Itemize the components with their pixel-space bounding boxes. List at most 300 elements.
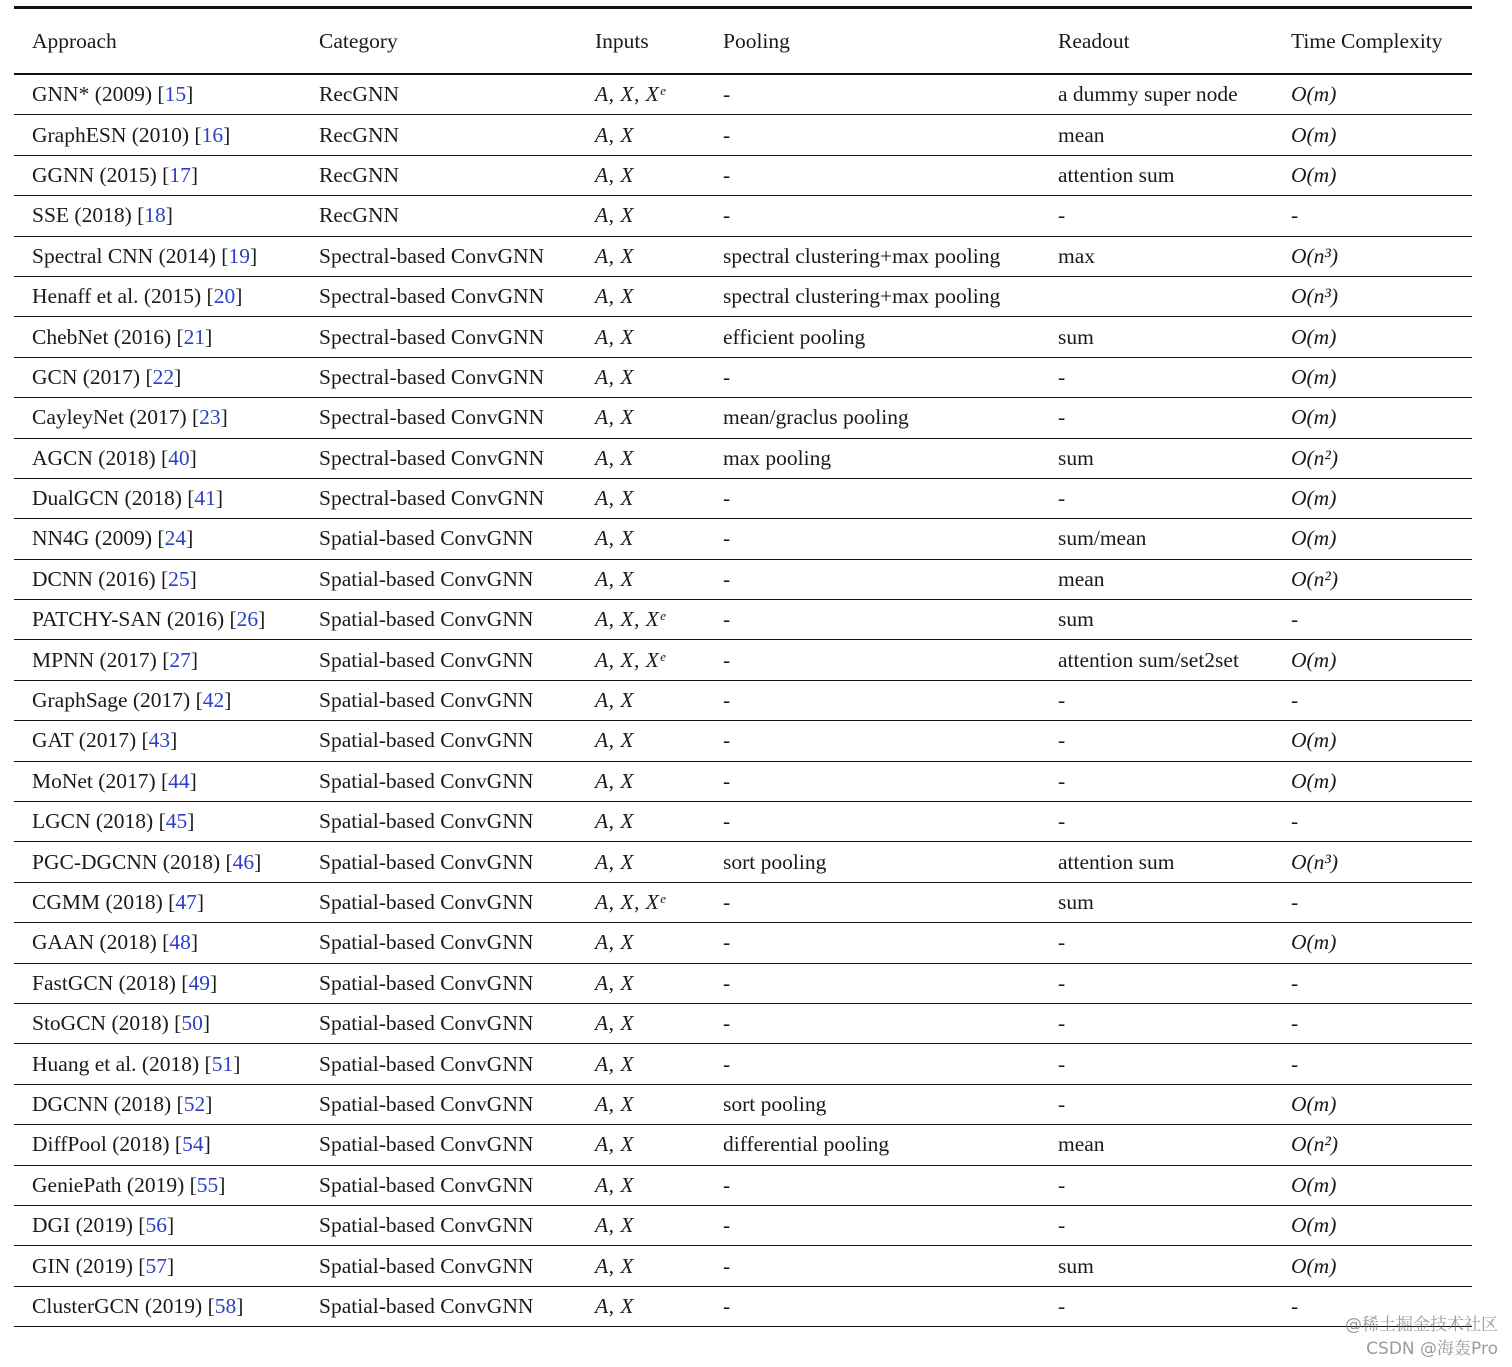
cell-inputs: A, X — [595, 162, 635, 187]
approach-name: GeniePath (2019) [ — [32, 1172, 197, 1197]
citation-link[interactable]: 20 — [213, 284, 236, 309]
citation-bracket: ] — [202, 1011, 210, 1036]
cell-approach — [14, 196, 301, 236]
table-row — [14, 1084, 1472, 1124]
cell-approach — [14, 115, 301, 155]
cell-readout: mean — [1058, 1132, 1105, 1157]
cell-inputs: A, X — [595, 1213, 635, 1238]
approach-name: GIN (2019) [ — [32, 1253, 146, 1278]
cell-inputs: A, X — [595, 1051, 635, 1076]
cell-approach — [14, 923, 301, 963]
citation-bracket: ] — [196, 890, 205, 914]
cell-approach — [14, 1003, 301, 1043]
table-row — [14, 963, 1472, 1003]
table-row — [14, 761, 1472, 801]
table-row — [14, 1286, 1472, 1326]
citation-link[interactable]: 27 — [169, 647, 191, 672]
citation-link[interactable]: 56 — [145, 1213, 167, 1238]
table-header-row — [14, 8, 1472, 75]
cell-approach — [14, 680, 301, 720]
cell-readout: sum — [1058, 1253, 1094, 1278]
cell-category: RecGNN — [319, 82, 400, 107]
table-row — [14, 236, 1472, 276]
cell-approach — [14, 155, 301, 195]
citation-link[interactable]: 17 — [169, 162, 191, 187]
cell-pooling: - — [723, 970, 731, 995]
cell-inputs: A, X — [595, 970, 635, 995]
table-row — [14, 1125, 1472, 1165]
approach-name: CayleyNet (2017) [ — [32, 405, 200, 430]
citation-bracket: ] — [203, 1132, 211, 1157]
cell-inputs: A, X — [595, 768, 635, 793]
approach-name: GAAN (2018) [ — [32, 930, 170, 955]
approach-name: Huang et al. (2018) [ — [32, 1051, 212, 1076]
cell-inputs: A, X — [595, 405, 635, 430]
citation-bracket: ] — [189, 445, 197, 470]
citation-link[interactable]: 15 — [164, 82, 187, 107]
cell-category: RecGNN — [319, 203, 400, 228]
citation-bracket: ] — [236, 1293, 244, 1318]
cell-inputs: A, X, Xᵉ — [595, 890, 666, 914]
table-row — [14, 74, 1472, 115]
approach-name: DCNN (2016) [ — [32, 566, 169, 591]
approach-name: AGCN (2018) [ — [32, 445, 169, 470]
cell-approach — [14, 276, 301, 316]
cell-time-complexity: O(n²) — [1291, 1132, 1339, 1157]
table-row — [14, 1246, 1472, 1286]
cell-category: Spatial-based ConvGNN — [319, 1293, 534, 1318]
cell-approach — [14, 559, 301, 599]
cell-category: Spectral-based ConvGNN — [319, 284, 545, 309]
cell-category: Spatial-based ConvGNN — [319, 768, 534, 793]
cell-category: Spectral-based ConvGNN — [319, 445, 545, 470]
cell-pooling: spectral clustering+max pooling — [723, 284, 1001, 309]
table-row — [14, 600, 1472, 640]
citation-bracket: ] — [205, 324, 213, 349]
table-row — [14, 802, 1472, 842]
cell-pooling: - — [723, 688, 731, 713]
cell-inputs: A, X — [595, 284, 635, 309]
approach-name: FastGCN (2018) [ — [32, 970, 189, 995]
cell-approach — [14, 236, 301, 276]
citation-link[interactable]: 26 — [236, 607, 259, 632]
citation-link[interactable]: 22 — [152, 364, 175, 389]
table-body — [14, 74, 1472, 1327]
citation-bracket: ] — [233, 1051, 241, 1076]
cell-category: Spectral-based ConvGNN — [319, 324, 545, 349]
cell-category: Spatial-based ConvGNN — [319, 1051, 534, 1076]
cell-inputs: A, X — [595, 1011, 635, 1036]
cell-readout: - — [1058, 970, 1066, 995]
cell-pooling: - — [723, 203, 731, 228]
cell-inputs: A, X, Xᵉ — [595, 647, 666, 672]
watermark — [1345, 1313, 1498, 1361]
citation-link[interactable]: 57 — [145, 1253, 167, 1278]
table-row — [14, 680, 1472, 720]
citation-link[interactable]: 55 — [196, 1172, 219, 1197]
cell-time-complexity: - — [1291, 1051, 1299, 1076]
cell-time-complexity: O(n²) — [1291, 445, 1339, 470]
citation-link[interactable]: 23 — [199, 405, 221, 430]
cell-pooling: - — [723, 930, 731, 955]
cell-inputs: A, X — [595, 364, 635, 389]
cell-category: Spatial-based ConvGNN — [319, 566, 534, 591]
citation-bracket: ] — [187, 809, 195, 834]
table-row — [14, 882, 1472, 922]
cell-pooling: - — [723, 1051, 731, 1076]
cell-time-complexity: - — [1291, 688, 1299, 713]
table-row — [14, 317, 1472, 357]
cell-time-complexity: O(m) — [1291, 324, 1337, 349]
cell-inputs: A, X — [595, 728, 635, 753]
citation-link[interactable]: 48 — [169, 930, 191, 955]
cell-category: Spatial-based ConvGNN — [319, 809, 534, 834]
cell-category: Spatial-based ConvGNN — [319, 607, 534, 632]
cell-readout: mean — [1058, 122, 1105, 147]
approach-name: ChebNet (2016) [ — [32, 324, 184, 349]
citation-bracket: ] — [220, 405, 228, 430]
citation-link[interactable]: 51 — [211, 1051, 234, 1076]
cell-time-complexity: O(m) — [1291, 1172, 1337, 1197]
cell-time-complexity: O(m) — [1291, 1253, 1337, 1278]
cell-inputs: A, X — [595, 526, 635, 551]
cell-inputs: A, X — [595, 324, 635, 349]
cell-approach — [14, 721, 301, 761]
cell-approach — [14, 802, 301, 842]
citation-bracket: ] — [189, 566, 197, 591]
cell-time-complexity: O(m) — [1291, 82, 1337, 107]
cell-approach — [14, 478, 301, 518]
approach-name: SSE (2018) [ — [32, 203, 145, 228]
cell-time-complexity: O(m) — [1291, 728, 1337, 753]
gnn-comparison-table — [14, 6, 1472, 1327]
cell-time-complexity: O(m) — [1291, 930, 1337, 955]
cell-time-complexity: O(m) — [1291, 405, 1337, 430]
cell-inputs: A, X — [595, 1132, 635, 1157]
cell-time-complexity: O(m) — [1291, 768, 1337, 793]
cell-readout: - — [1058, 1293, 1066, 1318]
cell-time-complexity: O(n²) — [1291, 566, 1339, 591]
citation-bracket: ] — [224, 688, 232, 713]
citation-bracket: ] — [190, 162, 199, 187]
cell-pooling: - — [723, 526, 731, 551]
citation-link[interactable]: 24 — [164, 526, 187, 551]
citation-link[interactable]: 50 — [181, 1011, 203, 1036]
gnn-comparison-table-container — [14, 6, 1472, 1327]
table-row — [14, 1044, 1472, 1084]
citation-bracket: ] — [190, 647, 199, 672]
citation-link[interactable]: 52 — [183, 1091, 206, 1116]
citation-bracket: ] — [170, 728, 178, 753]
approach-name: MPNN (2017) [ — [32, 647, 170, 672]
cell-time-complexity: - — [1291, 1293, 1299, 1318]
cell-inputs: A, X — [595, 688, 635, 713]
cell-pooling: - — [723, 566, 731, 591]
approach-name: DGI (2019) [ — [32, 1213, 146, 1238]
cell-inputs: A, X — [595, 566, 635, 591]
citation-link[interactable]: 41 — [194, 486, 216, 511]
table-row — [14, 1165, 1472, 1205]
cell-approach — [14, 640, 301, 680]
cell-category: Spectral-based ConvGNN — [319, 405, 545, 430]
table-row — [14, 923, 1472, 963]
watermark-juejin: @稀土掘金技术社区 — [1345, 1315, 1498, 1335]
citation-link[interactable]: 40 — [168, 445, 190, 470]
cell-readout: - — [1058, 1091, 1066, 1116]
cell-category: Spatial-based ConvGNN — [319, 526, 534, 551]
cell-category: Spectral-based ConvGNN — [319, 243, 545, 268]
cell-inputs: A, X — [595, 809, 635, 834]
table-row — [14, 115, 1472, 155]
table-row — [14, 1205, 1472, 1245]
cell-inputs: A, X — [595, 445, 635, 470]
table-row — [14, 438, 1472, 478]
citation-bracket: ] — [189, 768, 197, 793]
cell-readout: attention sum/set2set — [1058, 647, 1239, 672]
table-row — [14, 640, 1472, 680]
watermark-csdn: CSDN @海轰Pro — [1366, 1339, 1498, 1359]
cell-approach — [14, 74, 301, 115]
cell-pooling: - — [723, 486, 731, 511]
cell-pooling: - — [723, 768, 731, 793]
citation-bracket: ] — [209, 970, 218, 995]
cell-pooling: mean/graclus pooling — [723, 405, 909, 430]
cell-readout: - — [1058, 768, 1066, 793]
header-inputs: Inputs — [595, 28, 649, 53]
approach-name: PATCHY-SAN (2016) [ — [32, 607, 237, 632]
citation-link[interactable]: 47 — [175, 890, 197, 914]
cell-category: Spatial-based ConvGNN — [319, 688, 534, 713]
cell-readout: - — [1058, 728, 1066, 753]
cell-approach — [14, 519, 301, 559]
table-row — [14, 721, 1472, 761]
cell-readout: mean — [1058, 566, 1105, 591]
cell-category: Spatial-based ConvGNN — [319, 1132, 534, 1157]
cell-time-complexity: O(m) — [1291, 1213, 1337, 1238]
cell-inputs: A, X — [595, 930, 635, 955]
approach-name: MoNet (2017) [ — [32, 768, 169, 793]
cell-inputs: A, X — [595, 1172, 635, 1197]
cell-category: Spatial-based ConvGNN — [319, 1253, 534, 1278]
citation-link[interactable]: 45 — [165, 809, 188, 834]
citation-link[interactable]: 44 — [168, 768, 190, 793]
approach-name: Henaff et al. (2015) [ — [32, 284, 214, 309]
cell-readout: sum — [1058, 607, 1094, 632]
approach-name: LGCN (2018) [ — [32, 809, 166, 834]
cell-category: Spatial-based ConvGNN — [319, 647, 534, 672]
cell-category: Spatial-based ConvGNN — [319, 930, 534, 955]
cell-time-complexity: O(m) — [1291, 526, 1337, 551]
table-row — [14, 357, 1472, 397]
approach-name: StoGCN (2018) [ — [32, 1011, 182, 1036]
cell-time-complexity: - — [1291, 970, 1299, 995]
cell-inputs: A, X — [595, 486, 635, 511]
cell-readout: sum/mean — [1058, 526, 1147, 551]
cell-readout: - — [1058, 1051, 1066, 1076]
cell-readout: sum — [1058, 324, 1094, 349]
cell-time-complexity: O(m) — [1291, 364, 1337, 389]
cell-pooling: - — [723, 1293, 731, 1318]
citation-bracket: ] — [174, 364, 182, 389]
cell-pooling: - — [723, 82, 731, 107]
cell-category: Spatial-based ConvGNN — [319, 1213, 534, 1238]
approach-name: DualGCN (2018) [ — [32, 486, 195, 511]
cell-pooling: spectral clustering+max pooling — [723, 243, 1001, 268]
citation-link[interactable]: 21 — [183, 324, 206, 349]
citation-bracket: ] — [258, 607, 266, 632]
cell-approach — [14, 1044, 301, 1084]
cell-category: Spatial-based ConvGNN — [319, 890, 534, 914]
cell-readout: - — [1058, 486, 1066, 511]
cell-pooling: efficient pooling — [723, 324, 866, 349]
cell-time-complexity: O(n³) — [1291, 243, 1339, 268]
cell-approach — [14, 1246, 301, 1286]
table-row — [14, 155, 1472, 195]
cell-inputs: A, X — [595, 243, 635, 268]
approach-name: GCN (2017) [ — [32, 364, 153, 389]
approach-name: GAT (2017) [ — [32, 728, 149, 753]
cell-pooling: - — [723, 607, 731, 632]
cell-pooling: - — [723, 122, 731, 147]
cell-category: RecGNN — [319, 122, 400, 147]
citation-bracket: ] — [235, 284, 243, 309]
citation-bracket: ] — [190, 930, 199, 955]
cell-inputs: A, X — [595, 1293, 635, 1318]
cell-category: RecGNN — [319, 162, 400, 187]
cell-approach — [14, 1165, 301, 1205]
cell-readout: - — [1058, 203, 1066, 228]
citation-bracket: ] — [165, 203, 173, 228]
header-approach: Approach — [32, 28, 117, 53]
approach-name: DiffPool (2018) [ — [32, 1132, 183, 1157]
citation-bracket: ] — [166, 1213, 175, 1238]
cell-time-complexity: - — [1291, 203, 1299, 228]
cell-time-complexity: O(n³) — [1291, 284, 1339, 309]
approach-name: DGCNN (2018) [ — [32, 1091, 184, 1116]
cell-category: Spatial-based ConvGNN — [319, 1011, 534, 1036]
citation-bracket: ] — [249, 243, 258, 268]
citation-link[interactable]: 46 — [232, 849, 255, 874]
header-time-complexity: Time Complexity — [1291, 28, 1443, 53]
cell-approach — [14, 963, 301, 1003]
citation-link[interactable]: 54 — [182, 1132, 204, 1157]
approach-name: ClusterGCN (2019) [ — [32, 1293, 215, 1318]
citation-link[interactable]: 25 — [168, 566, 190, 591]
cell-time-complexity: O(m) — [1291, 122, 1337, 147]
approach-name: GNN* (2009) [ — [32, 82, 165, 107]
approach-name: GraphESN (2010) [ — [32, 122, 202, 147]
cell-pooling: - — [723, 1253, 731, 1278]
approach-name: GraphSage (2017) [ — [32, 688, 203, 713]
cell-approach — [14, 438, 301, 478]
approach-name: GGNN (2015) [ — [32, 162, 170, 187]
cell-readout: max — [1058, 243, 1096, 268]
cell-category: Spatial-based ConvGNN — [319, 1091, 534, 1116]
citation-bracket: ] — [205, 1091, 213, 1116]
cell-category: Spatial-based ConvGNN — [319, 970, 534, 995]
cell-readout: - — [1058, 930, 1066, 955]
citation-link[interactable]: 43 — [148, 728, 171, 753]
citation-link[interactable]: 19 — [228, 243, 250, 268]
citation-bracket: ] — [218, 1172, 226, 1197]
cell-inputs: A, X, Xᵉ — [595, 82, 666, 107]
approach-name: NN4G (2009) [ — [32, 526, 165, 551]
citation-link[interactable]: 49 — [188, 970, 210, 995]
citation-link[interactable]: 16 — [201, 122, 224, 147]
cell-category: Spectral-based ConvGNN — [319, 486, 545, 511]
cell-category: Spatial-based ConvGNN — [319, 728, 534, 753]
table-row — [14, 519, 1472, 559]
cell-readout: - — [1058, 1172, 1066, 1197]
citation-link[interactable]: 18 — [144, 203, 166, 228]
table-row — [14, 398, 1472, 438]
cell-inputs: A, X — [595, 203, 635, 228]
cell-pooling: - — [723, 1213, 731, 1238]
citation-link[interactable]: 42 — [202, 688, 225, 713]
cell-readout: a dummy super node — [1058, 82, 1238, 107]
cell-readout: - — [1058, 405, 1066, 430]
cell-approach — [14, 357, 301, 397]
cell-time-complexity: - — [1291, 890, 1299, 914]
cell-pooling: - — [723, 890, 731, 914]
citation-bracket: ] — [215, 486, 224, 511]
table-row — [14, 478, 1472, 518]
cell-pooling: - — [723, 1011, 731, 1036]
table-row — [14, 1003, 1472, 1043]
cell-inputs: A, X — [595, 1253, 635, 1278]
cell-readout: - — [1058, 809, 1066, 834]
cell-time-complexity: O(n³) — [1291, 849, 1339, 874]
cell-approach — [14, 1084, 301, 1124]
cell-time-complexity: - — [1291, 607, 1299, 632]
citation-bracket: ] — [186, 526, 194, 551]
cell-pooling: sort pooling — [723, 849, 827, 874]
cell-readout: - — [1058, 364, 1066, 389]
cell-approach — [14, 317, 301, 357]
approach-name: CGMM (2018) [ — [32, 890, 176, 914]
header-pooling: Pooling — [723, 28, 790, 53]
cell-pooling: differential pooling — [723, 1132, 890, 1157]
approach-name: Spectral CNN (2014) [ — [32, 243, 229, 268]
cell-category: Spectral-based ConvGNN — [319, 364, 545, 389]
header-readout: Readout — [1058, 28, 1130, 53]
table-row — [14, 559, 1472, 599]
cell-inputs: A, X — [595, 122, 635, 147]
cell-approach — [14, 1125, 301, 1165]
cell-pooling: sort pooling — [723, 1091, 827, 1116]
cell-approach — [14, 842, 301, 882]
citation-bracket: ] — [166, 1253, 175, 1278]
cell-readout: - — [1058, 688, 1066, 713]
cell-readout: - — [1058, 1213, 1066, 1238]
cell-time-complexity: O(m) — [1291, 486, 1337, 511]
cell-readout: sum — [1058, 445, 1094, 470]
cell-pooling: - — [723, 1172, 731, 1197]
cell-approach — [14, 761, 301, 801]
cell-category: Spatial-based ConvGNN — [319, 849, 534, 874]
cell-pooling: - — [723, 647, 731, 672]
cell-inputs: A, X — [595, 1091, 635, 1116]
citation-bracket: ] — [223, 122, 231, 147]
cell-time-complexity: O(m) — [1291, 647, 1337, 672]
table-row — [14, 842, 1472, 882]
cell-time-complexity: O(m) — [1291, 162, 1337, 187]
cell-pooling: - — [723, 162, 731, 187]
cell-approach — [14, 398, 301, 438]
citation-bracket: ] — [186, 82, 194, 107]
cell-time-complexity: - — [1291, 1011, 1299, 1036]
citation-link[interactable]: 58 — [214, 1293, 237, 1318]
